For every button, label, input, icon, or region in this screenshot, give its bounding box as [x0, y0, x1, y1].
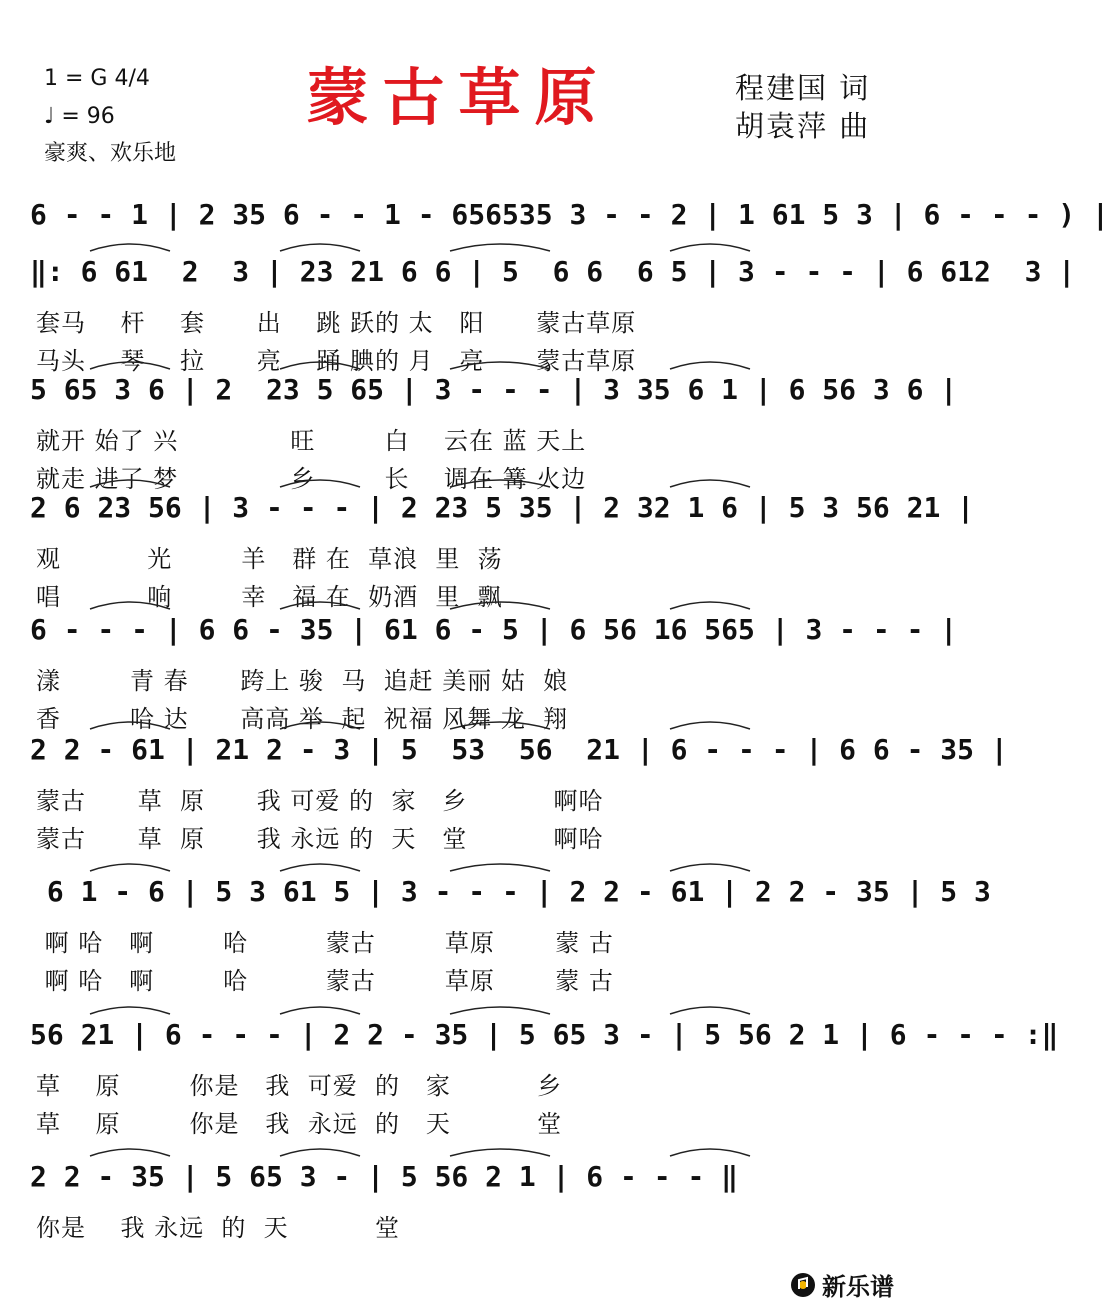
slur-arc [280, 722, 360, 729]
lyric-line: 就开 始了 兴 旺 白 云在 蓝 天上 [36, 427, 587, 455]
slur-arc [90, 362, 170, 369]
slur-marks [30, 176, 890, 206]
slur-marks [30, 233, 890, 263]
song-title: 蒙古草原 [306, 61, 611, 134]
lyric-line: 你是 我 永远 的 天 堂 [36, 1214, 400, 1242]
notation-line: 6 - - - | 6 6 - 35 | 61 6 - 5 | 6 56 16 565 | 3 - - - | [30, 613, 958, 646]
slur-arc [450, 1007, 550, 1014]
slur-arc [670, 602, 750, 609]
composer-credit: 胡袁萍 曲 [735, 109, 871, 143]
slur-arc [280, 1149, 360, 1156]
notation-line: 2 2 - 35 | 5 65 3 - | 5 56 2 1 | 6 - - - ‖ [30, 1160, 739, 1193]
notation-line: 6 1 - 6 | 5 3 61 5 | 3 - - - | 2 2 - 61 | 2 2 - 35 | 5 3 [30, 875, 991, 908]
slur-arc [280, 864, 360, 871]
slur-marks [30, 996, 890, 1026]
expression-marking: 豪爽、欢乐地 [44, 141, 177, 166]
lyric-line: 唱 响 幸 福 在 奶酒 里 飘 [36, 583, 503, 611]
slur-arc [670, 244, 750, 251]
lyric-line: 蒙古 草 原 我 可爱 的 家 乡 啊哈 [36, 787, 604, 815]
slur-marks [30, 711, 890, 741]
slur-marks [30, 351, 890, 381]
slur-arc [280, 480, 360, 487]
lyric-line: 香 哈 达 高高 举 起 祝福 风舞 龙 翔 [36, 705, 569, 733]
lyric-line: 啊 哈 啊 哈 蒙古 草原 蒙 古 [36, 967, 614, 995]
notation-line: 2 6 23 56 | 3 - - - | 2 23 5 35 | 2 32 1 6 | 5 3 56 21 | [30, 491, 975, 524]
key-signature: 1 = G 4/4 [44, 66, 150, 91]
notation-line: ‖: 6 61 2 3 | 23 21 6 6 | 5 6 6 6 5 | 3 - - - | 6 612 3 | [30, 255, 1076, 288]
lyricist-credit: 程建国 词 [735, 71, 871, 105]
slur-arc [450, 244, 550, 251]
slur-arc [280, 362, 360, 369]
slur-arc [450, 722, 550, 729]
slur-marks [30, 469, 890, 499]
lyric-line: 就走 进了 梦 乡 长 调在 篝 火边 [36, 465, 587, 493]
slur-arc [450, 602, 550, 609]
slur-marks [30, 591, 890, 621]
notation-line: 56 21 | 6 - - - | 2 2 - 35 | 5 65 3 - | 5 56 2 1 | 6 - - - :‖ [30, 1018, 1059, 1051]
slur-arc [90, 480, 170, 487]
slur-arc [450, 362, 550, 369]
slur-arc [90, 1149, 170, 1156]
site-logo [790, 1267, 894, 1302]
logo-text: 新乐谱 [822, 1273, 894, 1301]
slur-arc [450, 1149, 550, 1156]
lyric-line: 马头 琴 拉 亮 踊 腆的 月 亮 蒙古草原 [36, 347, 637, 375]
slur-arc [670, 480, 750, 487]
slur-arc [670, 864, 750, 871]
lyric-line: 观 光 羊 群 在 草浪 里 荡 [36, 545, 503, 573]
lyric-line: 蒙古 草 原 我 永远 的 天 堂 啊哈 [36, 825, 604, 853]
lyric-line: 啊 哈 啊 哈 蒙古 草原 蒙 古 [36, 929, 614, 957]
slur-arc [280, 244, 360, 251]
slur-arc [450, 480, 550, 487]
notation-line: 5 65 3 6 | 2 23 5 65 | 3 - - - | 3 35 6 1 | 6 56 3 6 | [30, 373, 958, 406]
slur-arc [670, 1149, 750, 1156]
slur-arc [280, 602, 360, 609]
slur-marks [30, 853, 890, 883]
lyric-line: 漾 青 春 跨上 骏 马 追赶 美丽 姑 娘 [36, 667, 569, 695]
notation-line: 6 - - 1 | 2 35 6 - - 1 - 656535 3 - - 2 | 1 61 5 3 | 6 - - - ) | [30, 198, 1109, 231]
slur-arc [90, 722, 170, 729]
notation-line: 2 2 - 61 | 21 2 - 3 | 5 53 56 21 | 6 - - - | 6 6 - 35 | [30, 733, 1008, 766]
slur-arc [670, 362, 750, 369]
lyric-line: 草 原 你是 我 可爱 的 家 乡 [36, 1072, 563, 1100]
slur-arc [280, 1007, 360, 1014]
slur-marks [30, 1138, 890, 1168]
slur-arc [90, 1007, 170, 1014]
slur-arc [670, 1007, 750, 1014]
lyric-line: 套马 杆 套 出 跳 跃的 太 阳 蒙古草原 [36, 309, 637, 337]
slur-arc [90, 602, 170, 609]
slur-arc [670, 722, 750, 729]
lyric-line: 草 原 你是 我 永远 的 天 堂 [36, 1110, 563, 1138]
music-disc-icon [790, 1272, 816, 1298]
slur-arc [90, 864, 170, 871]
slur-arc [450, 864, 550, 871]
slur-arc [90, 244, 170, 251]
tempo-marking: ♩ = 96 [44, 104, 115, 129]
